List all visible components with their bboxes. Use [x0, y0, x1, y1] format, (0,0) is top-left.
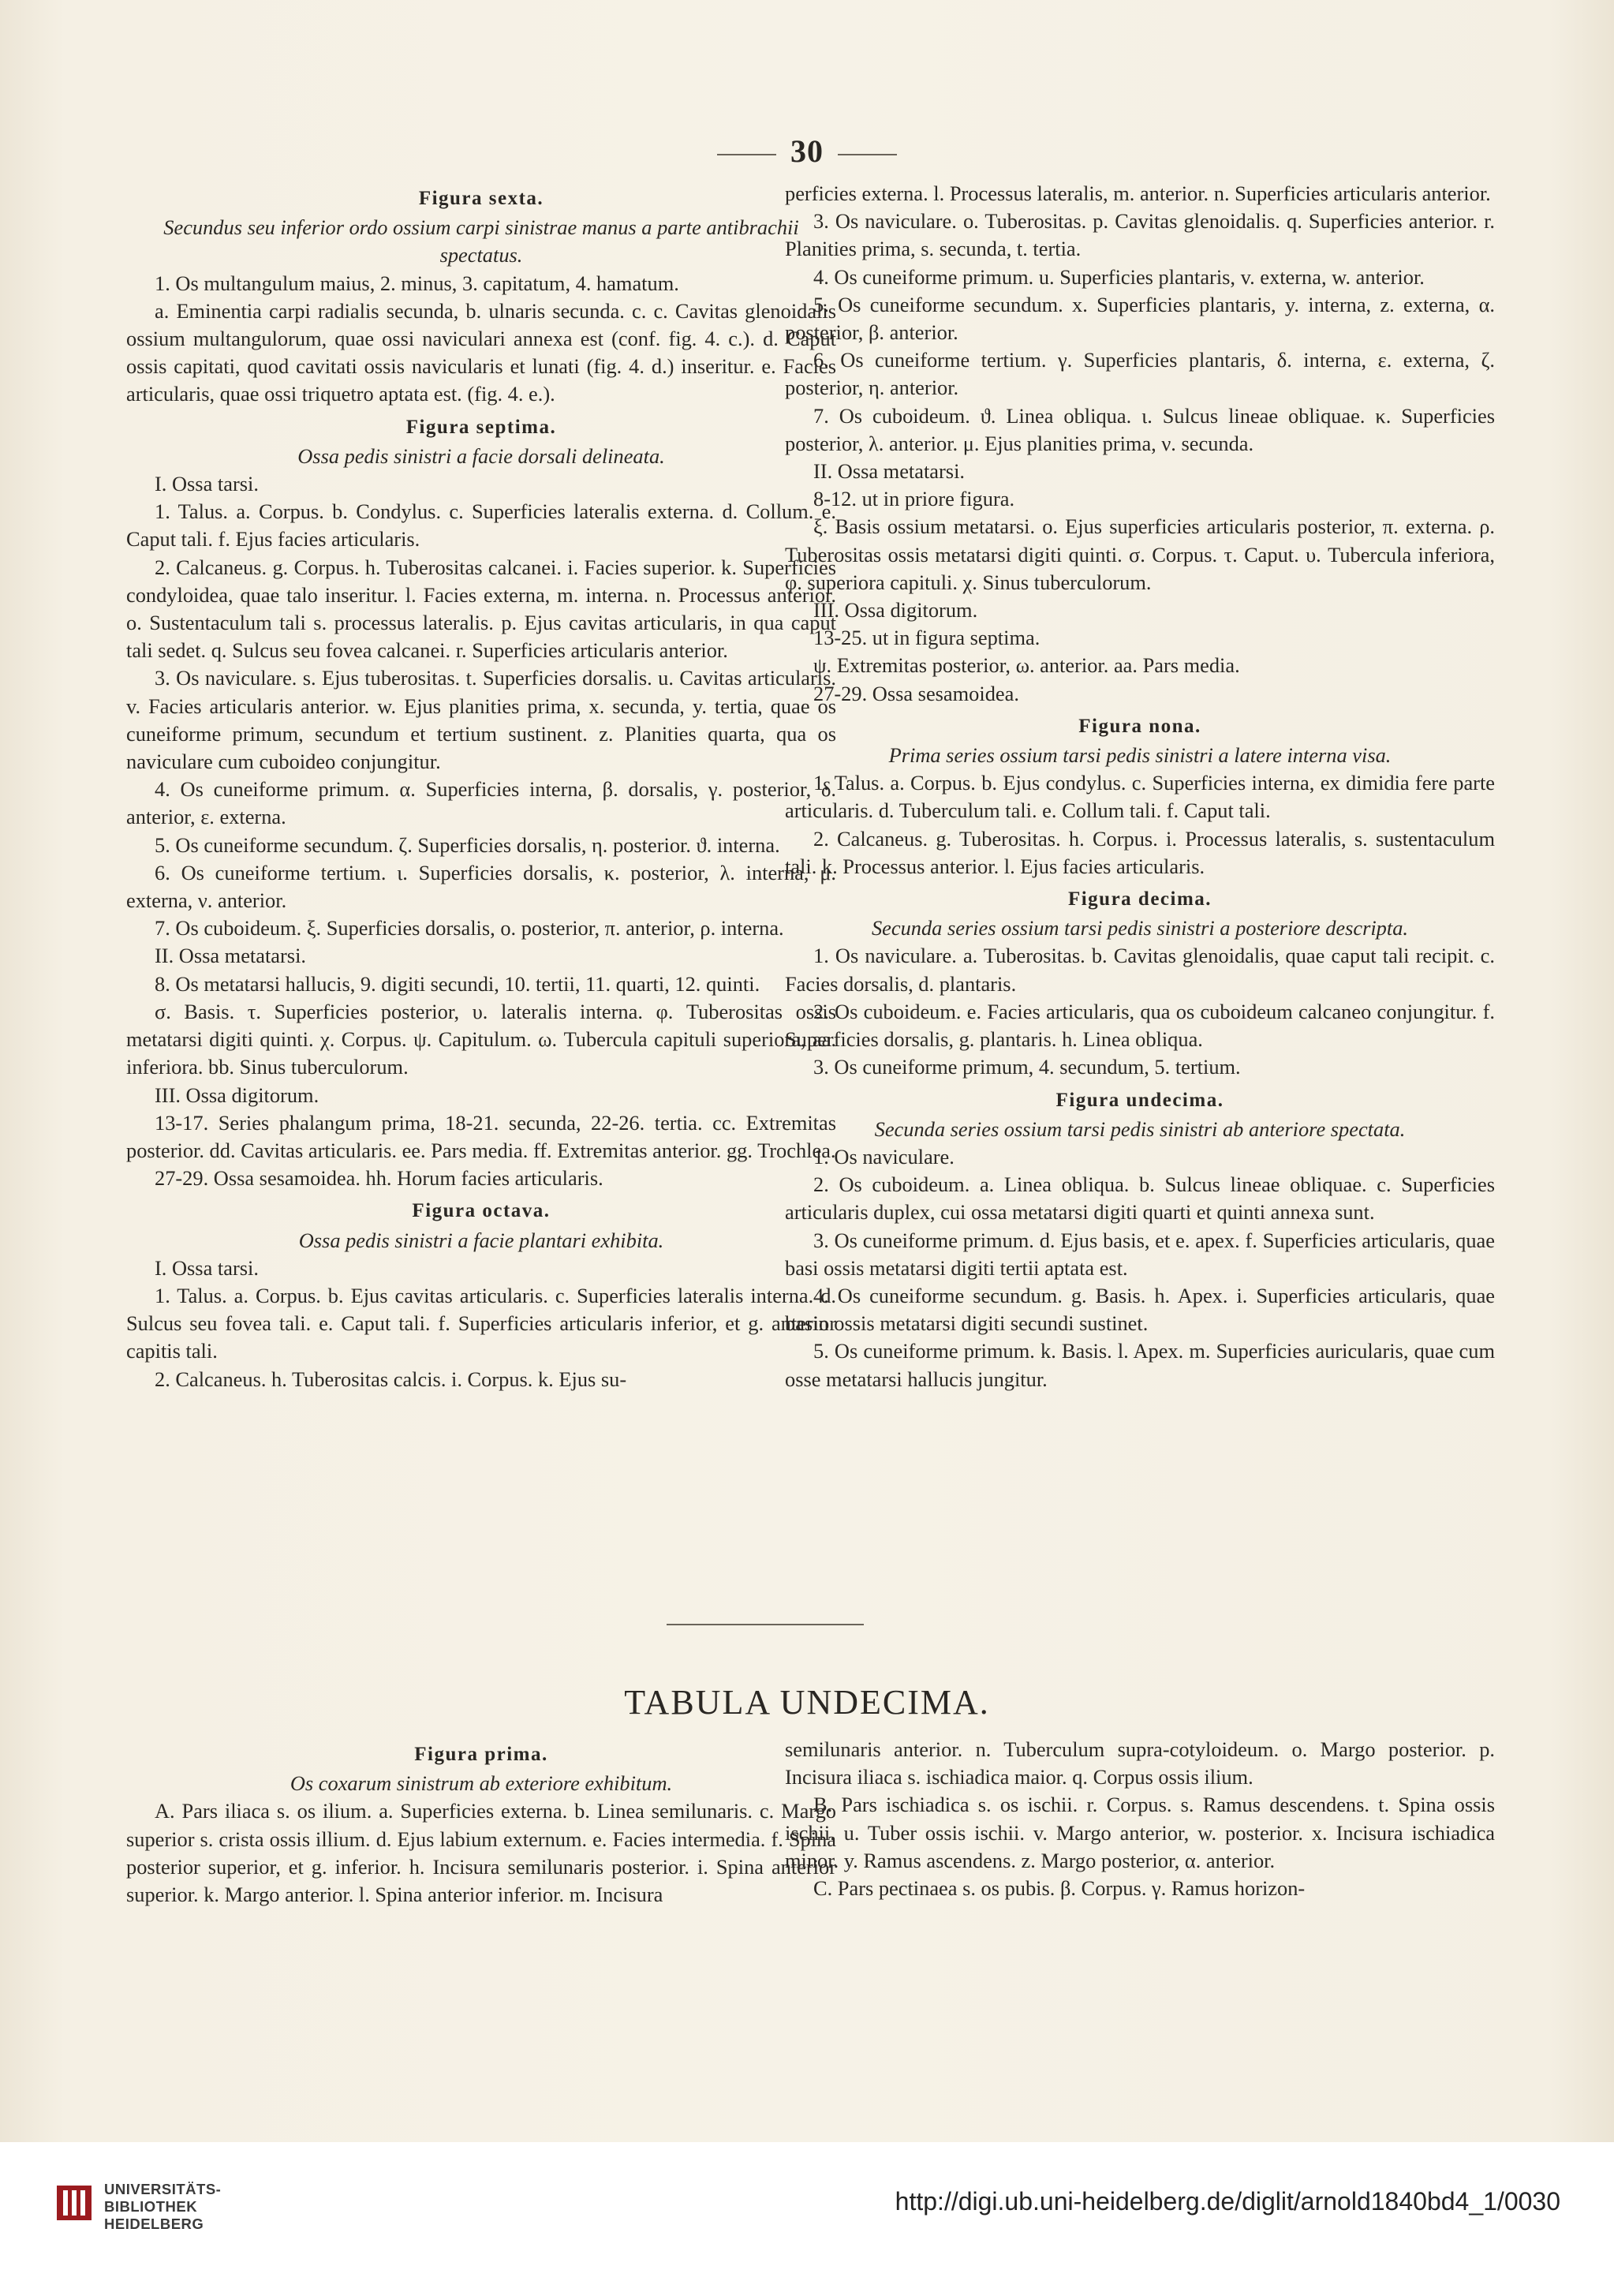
figure-heading: Figura nona.	[1078, 715, 1201, 737]
section-divider	[667, 1624, 864, 1625]
figure-subtitle: Secundus seu inferior ordo ossium carpi sinistrae manus a parte antibrachii spectatus.	[163, 215, 799, 267]
section-title: TABULA UNDECIMA.	[624, 1683, 990, 1722]
library-name	[104, 2181, 221, 2233]
paragraph: a. Eminentia carpi radialis secunda, b. ulnaris secunda. c. c. Cavitas glenoidalis ossium multangulorum, quae ossi naviculari annexa est (conf. fig. 4. c.). d. Caput ossis capitati, quod cavitati ossis navicularis et lunati (fig. 4. d.) inseritur. e. Facies articularis, quae ossi triquetro aptata est. (fig. 4. e.).	[126, 298, 836, 406]
paragraph: 5. Os cuneiforme secundum. ζ. Superficies dorsalis, η. posterior. ϑ. interna.	[155, 832, 780, 857]
paragraph: I. Ossa tarsi.	[155, 472, 259, 496]
column-top-right	[785, 180, 1495, 1393]
paragraph: 5. Os cuneiforme primum. k. Basis. l. Apex. m. Superficies auricularis, quae cum osse metatarsi hallucis jungitur.	[785, 1339, 1495, 1391]
paragraph: ψ. Extremitas posterior, ω. anterior. aa. Pars media.	[813, 653, 1240, 678]
paragraph: B. Pars ischiadica s. os ischii. r. Corpus. s. Ramus descendens. t. Spina ossis ischii. u. Tuber ossis ischii. v. Margo anterior, w. posterior. x. Incisura ischiadica minor. y. Ramus ascendens. z. Margo posterior, α. anterior.	[785, 1793, 1495, 1872]
library-name-line3: HEIDELBERG	[104, 2216, 204, 2232]
figure-subtitle: Ossa pedis sinistri a facie dorsali delineata.	[297, 443, 665, 468]
paragraph: 3. Os naviculare. s. Ejus tuberositas. t. Superficies dorsalis. u. Cavitas articularis. v. Facies articularis anterior. w. Ejus planities prima, x. secunda, y. tertia, quae os cuneiforme primum, secundum et tertium sustinent. z. Planities quarta, qua os naviculare cum cuboideo conjungitur.	[126, 666, 836, 774]
paragraph: semilunaris anterior. n. Tuberculum supra-cotyloideum. o. Margo posterior. p. Incisura iliaca s. ischiadica maior. q. Corpus ossis ilium.	[785, 1737, 1495, 1789]
paragraph: 1. Talus. a. Corpus. b. Ejus condylus. c. Superficies interna, ex dimidia fere parte articularis. d. Tuberculum tali. e. Collum tali. f. Caput tali.	[785, 771, 1495, 823]
paragraph: 27-29. Ossa sesamoidea.	[813, 681, 1019, 705]
paragraph: 6. Os cuneiforme tertium. ι. Superficies dorsalis, κ. posterior, λ. interna, μ. externa, ν. anterior.	[126, 860, 836, 913]
figure-subtitle: Os coxarum sinistrum ab exteriore exhibitum.	[290, 1771, 673, 1796]
figure-subtitle: Secunda series ossium tarsi pedis sinistri a posteriore descripta.	[871, 916, 1409, 940]
figure-heading: Figura septima.	[405, 416, 557, 438]
paragraph: 13-17. Series phalangum prima, 18-21. secunda, 22-26. tertia. cc. Extremitas posterior. dd. Cavitas articularis. ee. Pars media. ff. Extremitas anterior. gg. Trochlea.	[126, 1110, 836, 1162]
paragraph: 13-25. ut in figura septima.	[813, 626, 1041, 650]
paragraph: 7. Os cuboideum. ϑ. Linea obliqua. ι. Sulcus lineae obliquae. κ. Superficies posterior, λ. anterior. μ. Ejus planities prima, ν. secunda.	[785, 403, 1495, 455]
page-number-rule-right	[838, 154, 897, 155]
paragraph: 1. Os multangulum maius, 2. minus, 3. capitatum, 4. hamatum.	[155, 271, 679, 295]
column-bottom-right	[785, 1736, 1495, 1902]
paragraph: perficies externa. l. Processus lateralis, m. anterior. n. Superficies articularis anterior.	[785, 181, 1491, 205]
paragraph: 1. Talus. a. Corpus. b. Ejus cavitas articularis. c. Superficies lateralis interna. d. Sulcus seu fovea tali. e. Caput tali. f. Superficies articularis inferior, et g. anterior capitis tali.	[126, 1283, 836, 1363]
paragraph: III. Ossa digitorum.	[155, 1083, 319, 1107]
paragraph: 2. Calcaneus. g. Tuberositas. h. Corpus. i. Processus lateralis, s. sustentaculum tali. k. Processus anterior. l. Ejus facies articularis.	[785, 826, 1495, 878]
figure-heading: Figura undecima.	[1055, 1089, 1224, 1111]
paragraph: C. Pars pectinaea s. os pubis. β. Corpus. γ. Ramus horizon-	[813, 1876, 1306, 1901]
paragraph: 6. Os cuneiforme tertium. γ. Superficies plantaris, δ. interna, ε. externa, ζ. posterior, η. anterior.	[785, 348, 1495, 400]
page-number-text: 30	[790, 133, 824, 169]
figure-heading: Figura prima.	[414, 1744, 548, 1765]
paragraph: 3. Os cuneiforme primum. d. Ejus basis, et e. apex. f. Superficies articularis, quae basi ossis metatarsi digiti tertii aptata est.	[785, 1228, 1495, 1280]
paragraph: I. Ossa tarsi.	[155, 1255, 259, 1280]
paragraph: 2. Os cuboideum. a. Linea obliqua. b. Sulcus lineae obliquae. c. Superficies articularis duplex, cui ossa metatarsi digiti quarti et quinti annexa sunt.	[785, 1172, 1495, 1225]
library-name-line2: BIBLIOTHEK	[104, 2198, 198, 2215]
source-url-link[interactable]: http://digi.ub.uni-heidelberg.de/diglit/arnold1840bd4_1/0030	[895, 2187, 1560, 2216]
paragraph: II. Ossa metatarsi.	[813, 459, 966, 484]
paragraph: 8. Os metatarsi hallucis, 9. digiti secundi, 10. tertii, 11. quarti, 12. quinti.	[155, 971, 760, 996]
column-bottom-left	[126, 1736, 836, 1909]
paragraph: 1. Os naviculare. a. Tuberositas. b. Cavitas glenoidalis, quae caput tali recipit. c. Facies dorsalis, d. plantaris.	[785, 944, 1495, 996]
paragraph: 2. Os cuboideum. e. Facies articularis, qua os cuboideum calcaneo conjungitur. f. Superficies dorsalis, g. plantaris. h. Linea obliqua.	[785, 999, 1495, 1052]
figure-heading: Figura octava.	[412, 1200, 551, 1222]
paragraph: 4. Os cuneiforme primum. α. Superficies interna, β. dorsalis, γ. posterior, δ. anterior, ε. externa.	[126, 777, 836, 829]
page-number	[0, 133, 1614, 170]
paragraph: 2. Calcaneus. g. Corpus. h. Tuberositas calcanei. i. Facies superior. k. Superficies condyloidea, quae talo inseritur. l. Facies externa, m. interna. n. Processus anterior. o. Sustentaculum tali s. processus lateralis. p. Ejus cavitas articularis, in qua caput tali sedet. q. Sulcus seu fovea calcanei. r. Superficies articularis anterior.	[126, 555, 836, 663]
figure-heading: Figura sexta.	[418, 188, 544, 209]
paragraph: ξ. Basis ossium metatarsi. ο. Ejus superficies articularis posterior, π. externa. ρ. Tuberositas ossis metatarsi digiti quinti. σ. Corpus. τ. Caput. υ. Tubercula inferiora, φ. superiora capituli. χ. Sinus tuberculorum.	[785, 514, 1495, 594]
column-top-left	[126, 180, 836, 1393]
page-number-rule-left	[717, 154, 776, 155]
paragraph: II. Ossa metatarsi.	[155, 944, 307, 968]
paragraph: 2. Calcaneus. h. Tuberositas calcis. i. Corpus. k. Ejus su-	[155, 1367, 627, 1391]
paragraph: 7. Os cuboideum. ξ. Superficies dorsalis, ο. posterior, π. anterior, ρ. interna.	[155, 916, 784, 940]
paragraph: 1. Talus. a. Corpus. b. Condylus. c. Superficies lateralis externa. d. Collum. e. Caput tali. f. Ejus facies articularis.	[126, 499, 836, 552]
paragraph: 4. Os cuneiforme primum. u. Superficies plantaris, v. externa, w. anterior.	[813, 264, 1425, 289]
paragraph: III. Ossa digitorum.	[813, 598, 978, 623]
paragraph: 27-29. Ossa sesamoidea. hh. Horum facies articularis.	[155, 1166, 603, 1191]
paragraph: 5. Os cuneiforme secundum. x. Superficies plantaris, y. interna, z. externa, α. posterior, β. anterior.	[785, 292, 1495, 345]
library-logo-icon	[55, 2184, 93, 2222]
figure-heading: Figura decima.	[1067, 888, 1212, 911]
paragraph: σ. Basis. τ. Superficies posterior, υ. lateralis interna. φ. Tuberositas ossis metatarsi digiti quinti. χ. Corpus. ψ. Capitulum. ω. Tubercula capituli superiora, aa. inferiora. bb. Sinus tuberculorum.	[126, 999, 836, 1079]
library-name-line1: UNIVERSITÄTS-	[104, 2181, 222, 2197]
figure-subtitle: Prima series ossium tarsi pedis sinistri a latere interna visa.	[888, 743, 1392, 768]
paragraph: 8-12. ut in priore figura.	[813, 487, 1015, 511]
figure-subtitle: Secunda series ossium tarsi pedis sinistri ab anteriore spectata.	[874, 1116, 1406, 1141]
footer-bar	[0, 2142, 1614, 2296]
paragraph: 3. Os naviculare. o. Tuberositas. p. Cavitas glenoidalis. q. Superficies anterior. r. Planities prima, s. secunda, t. tertia.	[785, 209, 1495, 261]
paragraph: 4. Os cuneiforme secundum. g. Basis. h. Apex. i. Superficies articularis, quae basin ossis metatarsi digiti secundi sustinet.	[785, 1283, 1495, 1336]
paragraph: A. Pars iliaca s. os ilium. a. Superficies externa. b. Linea semilunaris. c. Margo superior s. crista ossis illium. d. Ejus labium externum. e. Facies intermedia. f. Spina posterior superior, et g. inferior. h. Incisura semilunaris posterior. i. Spina anterior superior. k. Margo anterior. l. Spina anterior inferior. m. Incisura	[126, 1799, 836, 1907]
paragraph: 1. Os naviculare.	[813, 1144, 955, 1169]
paragraph: 3. Os cuneiforme primum, 4. secundum, 5. tertium.	[813, 1055, 1241, 1079]
figure-subtitle: Ossa pedis sinistri a facie plantari exhibita.	[298, 1228, 664, 1252]
